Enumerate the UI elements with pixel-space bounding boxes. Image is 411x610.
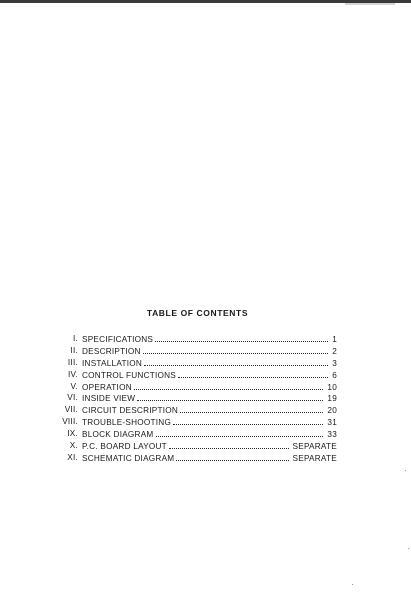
toc-entry bbox=[0, 404, 411, 416]
toc-entry-label: CONTROL FUNCTIONS bbox=[82, 370, 177, 380]
scan-speck bbox=[408, 548, 409, 549]
toc-entry-page: 20 bbox=[327, 406, 337, 416]
toc-entry-page: 3 bbox=[332, 358, 337, 368]
toc-entry-page: 1 bbox=[332, 335, 337, 344]
toc-entry-label: OPERATION bbox=[82, 382, 132, 392]
toc-entry bbox=[0, 416, 411, 428]
toc-entry-page: 10 bbox=[327, 382, 337, 392]
toc-dot-leader bbox=[156, 428, 324, 437]
toc-list bbox=[0, 333, 411, 464]
toc-entry-number: V. bbox=[70, 381, 78, 391]
toc-entry-page: 2 bbox=[332, 346, 337, 356]
toc-dot-leader bbox=[137, 392, 323, 401]
toc-entry-label: SCHEMATIC DIAGRAM bbox=[82, 453, 175, 463]
toc-entry bbox=[0, 333, 411, 345]
toc-entry-number: IX. bbox=[67, 429, 78, 439]
toc-dot-leader bbox=[180, 404, 323, 413]
toc-entry bbox=[0, 381, 411, 393]
toc-dot-leader bbox=[155, 333, 328, 342]
toc-entry-label: TROUBLE-SHOOTING bbox=[82, 418, 172, 428]
toc-dot-leader bbox=[178, 369, 328, 378]
toc-entry-number: X. bbox=[69, 441, 78, 451]
scan-speck bbox=[405, 470, 406, 471]
toc-entry-label: INSIDE VIEW bbox=[82, 394, 136, 404]
toc-entry-page: SEPARATE bbox=[292, 442, 337, 452]
toc-title: TABLE OF CONTENTS bbox=[146, 308, 249, 318]
toc-entry-page: SEPARATE bbox=[292, 453, 337, 463]
toc-entry-label: CIRCUIT DESCRIPTION bbox=[82, 406, 179, 416]
toc-entry-page: 19 bbox=[327, 394, 337, 404]
toc-entry-label: P.C. BOARD LAYOUT bbox=[82, 442, 167, 452]
toc-entry-number: XI. bbox=[67, 452, 78, 462]
toc-dot-leader bbox=[143, 345, 328, 354]
toc-entry bbox=[0, 440, 411, 452]
toc-entry bbox=[0, 357, 411, 369]
toc-entry-body bbox=[82, 452, 337, 465]
toc-entry-number: IV. bbox=[67, 369, 78, 379]
scan-edge-mark bbox=[345, 3, 395, 5]
toc-entry-label: DESCRIPTION bbox=[82, 346, 141, 356]
toc-entry-number: VII. bbox=[64, 405, 78, 415]
toc-entry bbox=[0, 452, 411, 464]
toc-entry-page: 6 bbox=[332, 370, 337, 380]
scan-speck bbox=[352, 584, 353, 585]
toc-dot-leader bbox=[173, 416, 323, 425]
toc-entry-label: INSTALLATION bbox=[82, 358, 143, 368]
toc-entry-number: VI. bbox=[67, 393, 78, 403]
toc-entry-label: BLOCK DIAGRAM bbox=[82, 430, 154, 440]
toc-entry-page: 31 bbox=[327, 418, 337, 428]
toc-dot-leader bbox=[169, 440, 289, 449]
toc-entry-page: 33 bbox=[327, 430, 337, 440]
toc-dot-leader bbox=[144, 357, 328, 366]
toc-entry bbox=[0, 392, 411, 404]
toc-entry bbox=[0, 428, 411, 440]
toc-entry-number: VIII. bbox=[62, 417, 78, 427]
toc-entry-number: II. bbox=[70, 345, 78, 355]
toc-entry-label: SPECIFICATIONS bbox=[82, 335, 154, 344]
toc-dot-leader bbox=[134, 381, 324, 390]
toc-entry-number: I. bbox=[72, 334, 78, 343]
toc-entry-number: III. bbox=[67, 357, 78, 367]
toc-entry bbox=[0, 345, 411, 357]
toc-dot-leader bbox=[176, 452, 288, 461]
toc-entry bbox=[0, 369, 411, 381]
